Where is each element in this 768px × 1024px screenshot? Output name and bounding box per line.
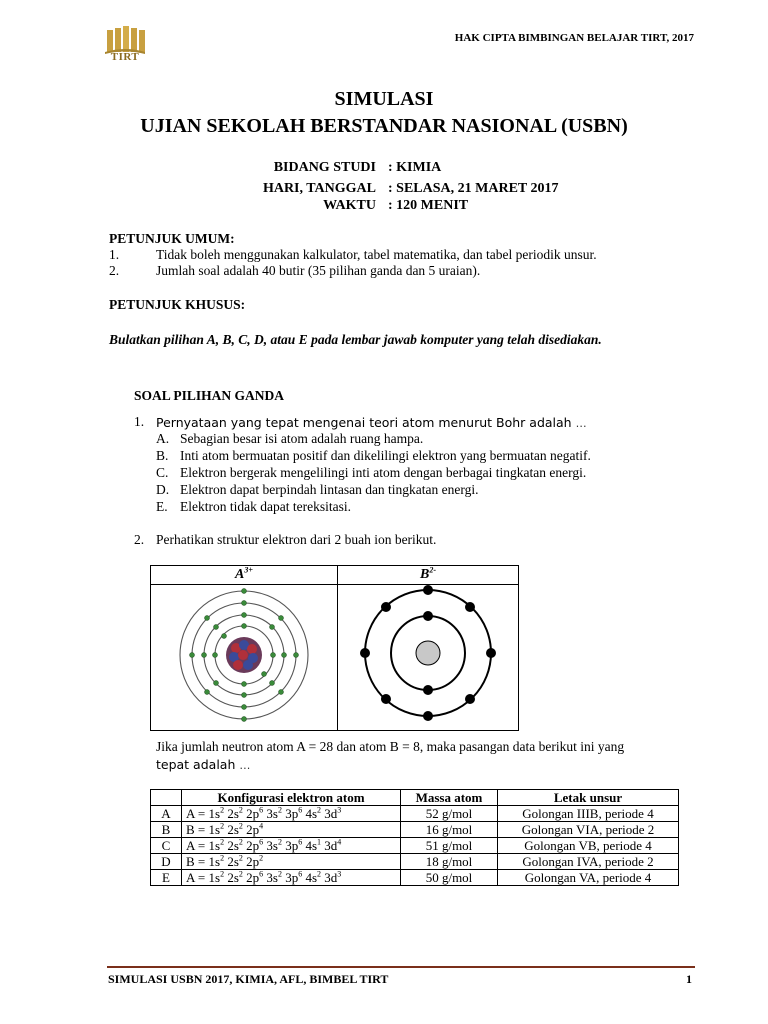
row-label: E	[151, 870, 182, 886]
general-instructions-list	[0, 247, 768, 281]
question-text: Pernyataan yang tepat mengenai teori atom menurut Bohr adalah …	[156, 415, 587, 430]
info-key-time: WAKTU	[323, 198, 376, 213]
list-item-number: 2.	[109, 263, 120, 278]
element-location: Golongan VB, periode 4	[498, 838, 679, 854]
option-letter: A.	[156, 431, 170, 446]
ion-structure-table	[150, 565, 519, 731]
table-row	[151, 870, 679, 886]
option-letter: B.	[156, 448, 169, 463]
table-header: Letak unsur	[498, 790, 679, 806]
exam-info	[0, 157, 768, 223]
ion-a-label: $A^{3+}$	[151, 566, 338, 585]
table-row	[151, 822, 679, 838]
ion-b-diagram-cell	[338, 585, 519, 731]
electron-configuration: $B = 1s^2$ $2s^2$ $2p^2$	[182, 854, 401, 870]
row-label: D	[151, 854, 182, 870]
option-text: Elektron dapat berpindah lintasan dan tingkatan energi.	[180, 482, 479, 497]
element-location: Golongan IVA, periode 2	[498, 854, 679, 870]
question-number: 2.	[134, 532, 145, 547]
option-text: Elektron bergerak mengelilingi inti atom dengan berbagai tingkatan energi.	[180, 465, 587, 480]
footer-text: SIMULASI USBN 2017, KIMIA, AFL, BIMBEL TIRT	[108, 972, 389, 986]
atomic-mass: 52 g/mol	[401, 806, 498, 822]
atomic-mass: 51 g/mol	[401, 838, 498, 854]
question-number: 1.	[134, 414, 145, 429]
page-title: SIMULASI	[334, 88, 434, 110]
atomic-mass: 50 g/mol	[401, 870, 498, 886]
logo-text: TIRT	[110, 51, 140, 63]
page-number: 1	[686, 972, 692, 986]
table-row	[151, 854, 679, 870]
special-instructions-heading: PETUNJUK KHUSUS:	[109, 297, 246, 312]
info-key-subject: BIDANG STUDI	[273, 160, 376, 175]
electron-configuration: $A = 1s^2$ $2s^2$ $2p^6$ $3s^2$ $3p^6$ $4s^2$ $3d^3$	[182, 806, 401, 822]
atomic-mass: 16 g/mol	[401, 822, 498, 838]
option-text: Sebagian besar isi atom adalah ruang hampa.	[180, 431, 424, 446]
table-header: Konfigurasi elektron atom	[182, 790, 401, 806]
list-item: Jumlah soal adalah 40 butir (35 pilihan ganda dan 5 uraian).	[156, 263, 481, 278]
electron-configuration: $A = 1s^2$ $2s^2$ $2p^6$ $3s^2$ $3p^6$ $4s^2$ $3d^3$	[182, 870, 401, 886]
element-location: Golongan VA, periode 4	[498, 870, 679, 886]
special-instruction-text: Bulatkan pilihan A, B, C, D, atau E pada lembar jawab komputer yang telah disediakan.	[109, 332, 602, 347]
option-letter: E.	[156, 499, 168, 514]
ion-b-label: $B^{2-}$	[338, 566, 519, 585]
copyright-text: HAK CIPTA BIMBINGAN BELAJAR TIRT, 2017	[454, 32, 694, 44]
ion-b-atom-diagram	[338, 585, 518, 725]
question-followup-2: tepat adalah …	[156, 757, 251, 772]
ion-a-atom-diagram	[151, 585, 337, 725]
question-followup: Jika jumlah neutron atom A = 28 dan atom B = 8, maka pasangan data berikut ini yang	[156, 739, 625, 754]
element-location: Golongan VIA, periode 2	[498, 822, 679, 838]
nucleus-icon	[226, 637, 262, 673]
option-text: Elektron tidak dapat tereksitasi.	[180, 499, 351, 514]
element-location: Golongan IIIB, periode 4	[498, 806, 679, 822]
question-text: Perhatikan struktur elektron dari 2 buah ion berikut.	[156, 532, 437, 547]
info-value-subject: : KIMIA	[388, 160, 442, 175]
table-row	[151, 838, 679, 854]
list-item-number: 1.	[109, 247, 120, 262]
option-letter: C.	[156, 465, 169, 480]
electron-configuration: $B = 1s^2$ $2s^2$ $2p^4$	[182, 822, 401, 838]
electron-configuration: $A = 1s^2$ $2s^2$ $2p^6$ $3s^2$ $3p^6$ $4s^1$ $3d^4$	[182, 838, 401, 854]
atomic-mass: 18 g/mol	[401, 854, 498, 870]
row-label: C	[151, 838, 182, 854]
question-1	[0, 414, 768, 514]
table-header	[151, 790, 182, 806]
info-value-date: : SELASA, 21 MARET 2017	[388, 181, 559, 196]
nucleus-icon	[416, 641, 440, 665]
table-row	[151, 806, 679, 822]
list-item: Tidak boleh menggunakan kalkulator, tabel matematika, dan tabel periodik unsur.	[156, 247, 597, 262]
option-letter: D.	[156, 482, 170, 497]
option-text: Inti atom bermuatan positif dan dikelilingi elektron yang bermuatan negatif.	[180, 448, 591, 463]
info-value-time: : 120 MENIT	[388, 198, 469, 213]
page-subtitle: UJIAN SEKOLAH BERSTANDAR NASIONAL (USBN)	[140, 115, 628, 137]
row-label: B	[151, 822, 182, 838]
ion-a-diagram-cell	[151, 585, 338, 731]
general-instructions-heading: PETUNJUK UMUM:	[109, 231, 235, 246]
section-title: SOAL PILIHAN GANDA	[134, 388, 285, 403]
info-key-date: HARI, TANGGAL	[262, 181, 376, 196]
answer-options-table	[150, 789, 679, 886]
table-header: Massa atom	[401, 790, 498, 806]
row-label: A	[151, 806, 182, 822]
footer-rule	[107, 966, 695, 968]
